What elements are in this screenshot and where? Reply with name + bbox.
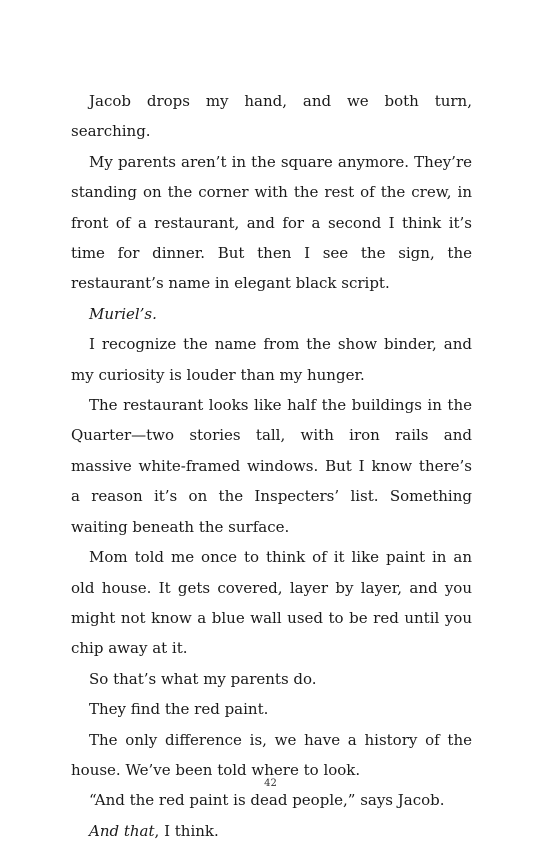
text-segment: Jacob drops my hand, and we both turn, searching.: [71, 92, 472, 141]
page-number: 42: [264, 778, 277, 789]
text-segment: Mom told me once to think of it like paint in an old house. It gets covered, layer by layer, and you might not know a blue wall used to be red until you chip away at it.: [71, 548, 472, 658]
text-segment: My parents aren’t in the square anymore. They’re standing on the corner with the rest of the crew, in front of a restaurant, and for a second I think it’s time for dinner. But then I see the sign, the restaurant’s name in elegant black script.: [71, 152, 472, 293]
text-segment: , I think.: [154, 821, 219, 840]
paragraph: [71, 542, 472, 664]
text-segment: The restaurant looks like half the buildings in the Quarter—two stories tall, with iron rails and massive white-framed windows. But I know there’s a reason it’s on the Inspecters’ list. Something waiting beneath the surface.: [71, 396, 472, 536]
paragraph: [71, 147, 472, 299]
text-segment: They find the red paint.: [89, 700, 269, 719]
text-segment: The only difference is, we have a history of the house. We’ve been told where to look.: [71, 730, 472, 779]
paragraph: [71, 725, 472, 786]
paragraph: [71, 329, 472, 390]
paragraph: [71, 664, 472, 694]
paragraph: [71, 694, 472, 724]
paragraph: [71, 86, 472, 147]
text-segment: “And the red paint is dead people,” says Jacob.: [89, 791, 445, 810]
text-segment: So that’s what my parents do.: [89, 669, 317, 688]
paragraph: [71, 816, 472, 846]
paragraph: [71, 390, 472, 542]
text-segment: I recognize the name from the show binder, and my curiosity is louder than my hunger.: [71, 335, 472, 384]
italic-text: And that: [89, 821, 155, 840]
paragraph: [71, 299, 472, 329]
paragraph: [71, 785, 472, 815]
body-text: [71, 86, 472, 846]
italic-text: Muriel’s.: [89, 304, 157, 323]
